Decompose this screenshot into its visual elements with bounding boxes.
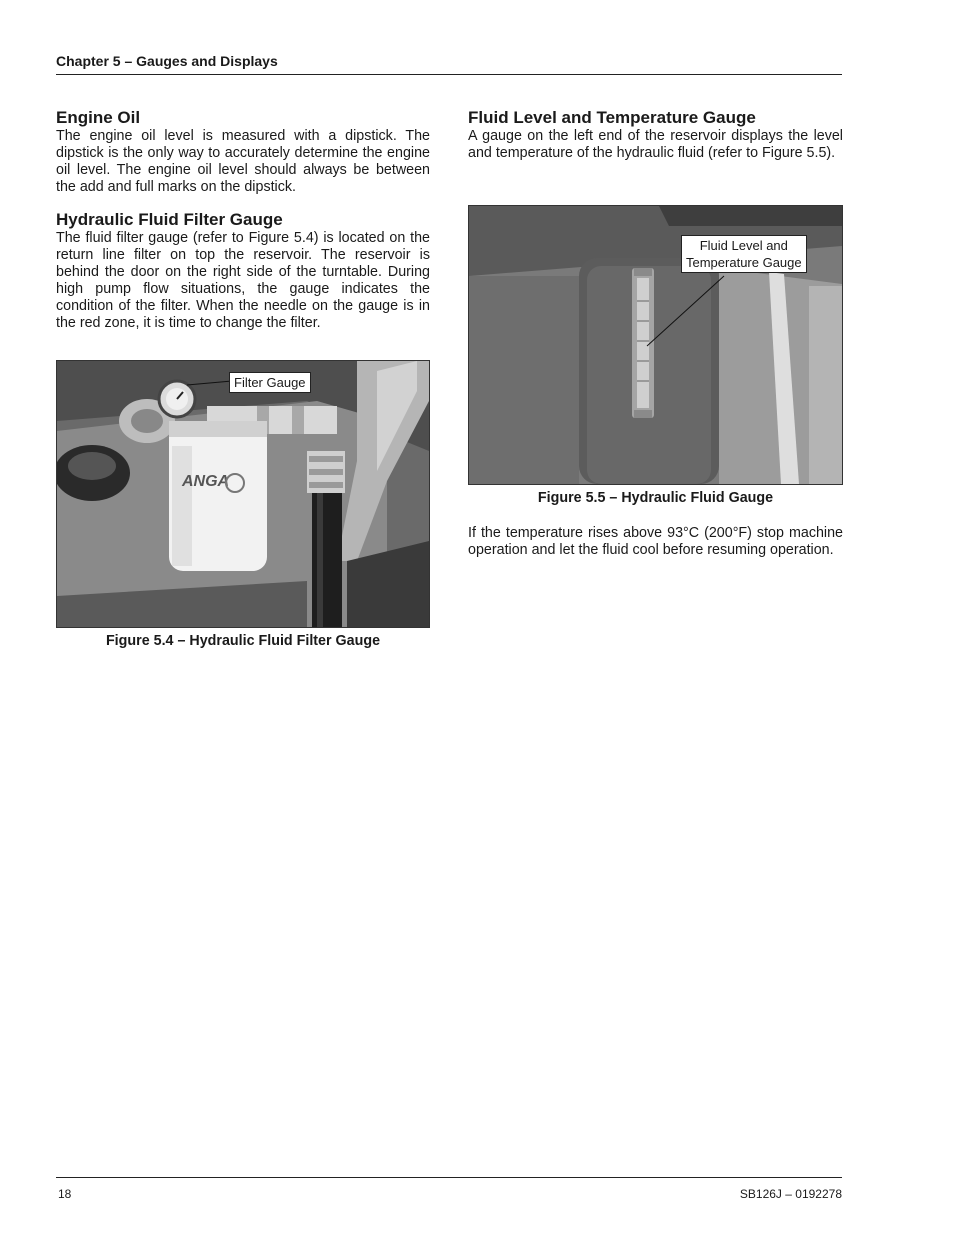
filter-gauge-heading: Hydraulic Fluid Filter Gauge <box>56 210 283 229</box>
document-number: SB126J – 0192278 <box>739 1187 842 1201</box>
figure-5-4-caption: Figure 5.4 – Hydraulic Fluid Filter Gauge <box>105 633 381 649</box>
page-number: 18 <box>58 1187 72 1201</box>
engine-oil-text: The engine oil level is measured with a dipstick. The dipstick is the only way to accurately determine the engine oil level. The engine oil level should always be between the add and full marks on the dipstick. <box>56 128 430 195</box>
level-gauge-callout <box>681 235 807 273</box>
left-column <box>56 108 430 332</box>
temperature-warning-text: If the temperature rises above 93°C (200°F) stop machine operation and let the fluid cool before resuming operation. <box>468 525 843 558</box>
level-gauge-text: A gauge on the left end of the reservoir displays the level and temperature of the hydraulic fluid (refer to Figure 5.5). <box>468 128 843 161</box>
chapter-header: Chapter 5 – Gauges and Displays <box>56 53 842 75</box>
filter-brand-text: ANGA <box>182 473 230 490</box>
engine-oil-heading: Engine Oil <box>56 108 141 127</box>
figure-5-4-photo <box>56 360 430 628</box>
filter-photo-illustration <box>57 361 429 627</box>
level-gauge-callout-line2: Temperature Gauge <box>686 255 802 270</box>
page-footer <box>56 1177 842 1201</box>
filter-gauge-text: The fluid filter gauge (refer to Figure 5.4) is located on the return line filter on top the reservoir. The reservoir is behind the door on the right side of the turntable. During high pump flow situations, the gauge indicates the condition of the filter. When the needle on the gauge is in the red zone, it is time to change the filter. <box>56 230 430 331</box>
figure-5-5-caption: Figure 5.5 – Hydraulic Fluid Gauge <box>537 490 774 506</box>
level-gauge-heading: Fluid Level and Temperature Gauge <box>468 108 756 127</box>
filter-gauge-callout: Filter Gauge <box>229 372 311 393</box>
right-column <box>468 108 843 162</box>
level-gauge-callout-line1: Fluid Level and <box>699 238 788 253</box>
figure-5-5-photo <box>468 205 843 485</box>
